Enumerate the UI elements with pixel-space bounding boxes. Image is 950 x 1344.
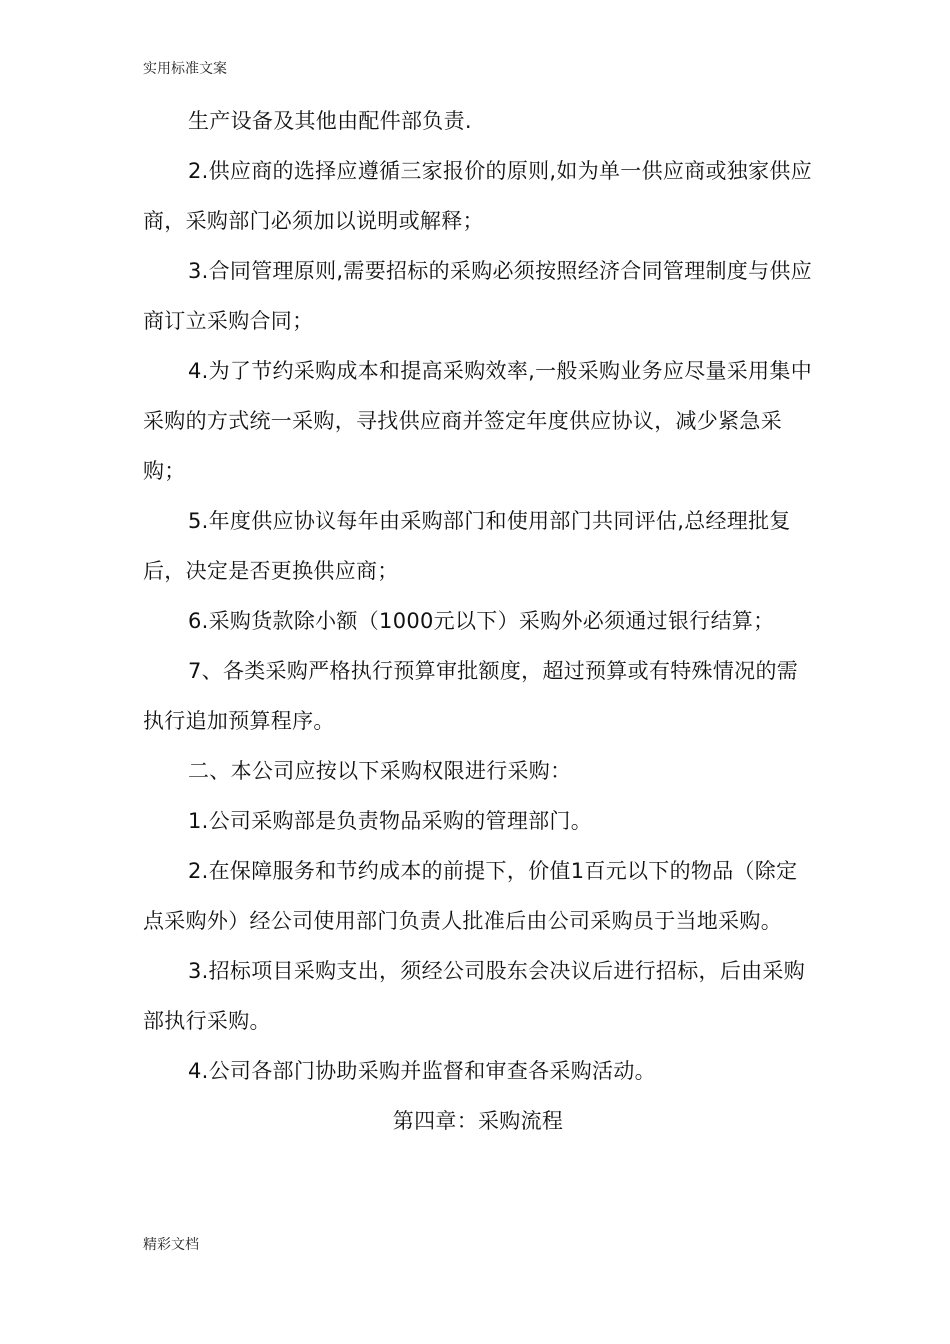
paragraph-equipment: 生产设备及其他由配件部负责. xyxy=(188,109,472,133)
paragraph-supplier-selection: 2.供应商的选择应遵循三家报价的原则,如为单一供应商或独家供应商，采购部门必须加以说明或解释； xyxy=(143,159,813,233)
paragraph-centralized-purchasing: 4.为了节约采购成本和提高采购效率,一般采购业务应尽量采用集中采购的方式统一采购，寻找供应商并签定年度供应协议，减少紧急采购； xyxy=(143,359,813,483)
section-heading-authority: 二、本公司应按以下采购权限进行采购： xyxy=(188,759,572,783)
page-header: 实用标准文案 xyxy=(143,61,227,77)
paragraph-contract-management: 3.合同管理原则,需要招标的采购必须按照经济合同管理制度与供应商订立采购合同； xyxy=(143,259,813,333)
paragraph-supervision: 4.公司各部门协助采购并监督和审查各采购活动。 xyxy=(188,1059,656,1083)
paragraph-small-items: 2.在保障服务和节约成本的前提下，价值1百元以下的物品（除定点采购外）经公司使用部门负责人批准后由公司采购员于当地采购。 xyxy=(143,859,798,933)
paragraph-tender: 3.招标项目采购支出，须经公司股东会决议后进行招标，后由采购部执行采购。 xyxy=(143,959,806,1033)
document-body xyxy=(143,96,813,1146)
paragraph-payment: 6.采购货款除小额（1000元以下）采购外必须通过银行结算； xyxy=(188,609,775,633)
paragraph-purchasing-department: 1.公司采购部是负责物品采购的管理部门。 xyxy=(188,809,593,833)
chapter-heading: 第四章：采购流程 xyxy=(392,1109,564,1133)
page-footer: 精彩文档 xyxy=(143,1237,199,1253)
paragraph-annual-agreement: 5.年度供应协议每年由采购部门和使用部门共同评估,总经理批复后，决定是否更换供应商； xyxy=(143,509,791,583)
paragraph-budget: 7、各类采购严格执行预算审批额度，超过预算或有特殊情况的需执行追加预算程序。 xyxy=(143,659,799,733)
